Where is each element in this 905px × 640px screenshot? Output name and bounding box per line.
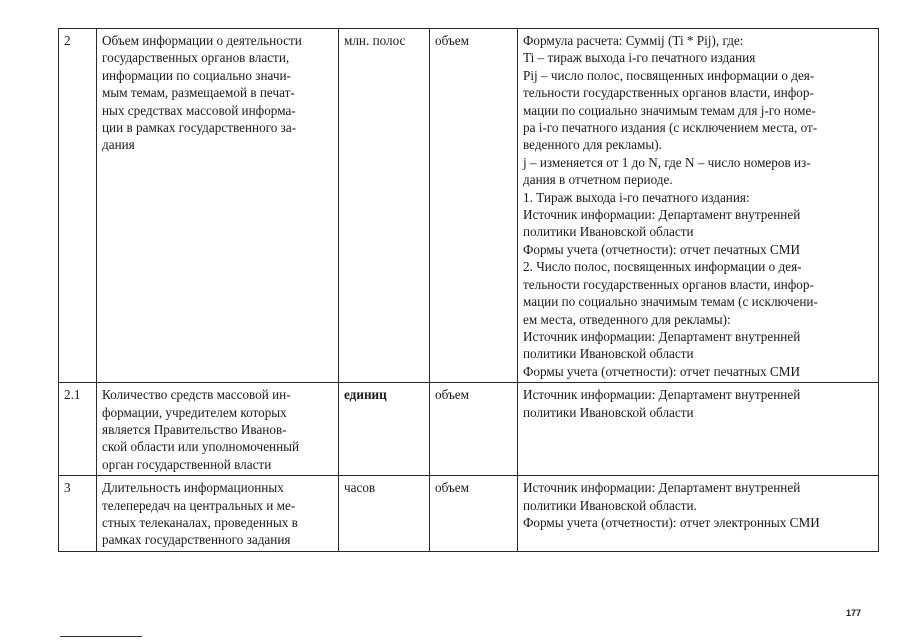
description-line: 1. Тираж выхода i-го печатного издания:: [523, 189, 750, 205]
row-number: 2.1: [64, 387, 81, 403]
footnote-divider: [60, 636, 142, 637]
unit-value: часов: [344, 480, 376, 496]
description-line: Источник информации: Департамент внутренней: [523, 387, 801, 403]
description-line: Формы учета (отчетности): отчет печатных СМИ: [523, 241, 800, 257]
type-value: объем: [435, 387, 469, 403]
description-line: политики Ивановской области: [523, 404, 694, 420]
description-line: мации по социально значимым темам (с исключени-: [523, 294, 818, 310]
description-line: Источник информации: Департамент внутренней: [523, 480, 801, 496]
table-row: [59, 29, 879, 383]
description-line: Формы учета (отчетности): отчет электронных СМИ: [523, 514, 820, 530]
indicator-name-cell: [97, 383, 339, 476]
row-number-cell: [59, 383, 97, 476]
unit-cell: [339, 29, 430, 383]
description-line: Формула расчета: Суммij (Ti * Pij), где:: [523, 33, 744, 48]
description-line: дания в отчетном периоде.: [523, 172, 673, 188]
indicator-name-line: Объем информации о деятельности: [102, 33, 302, 48]
description-line: Формы учета (отчетности): отчет печатных СМИ: [523, 363, 800, 379]
description-line: веденного для рекламы).: [523, 137, 662, 153]
row-number: 2: [64, 33, 71, 48]
indicator-name-line: рамках государственного задания: [102, 532, 291, 548]
description-cell: [518, 29, 879, 383]
description-line: Pij – число полос, посвященных информации о дея-: [523, 67, 815, 83]
indicator-table: [58, 28, 879, 552]
indicator-name-line: является Правительство Иванов-: [102, 421, 287, 437]
description-line: политики Ивановской области.: [523, 497, 697, 513]
description-line: ра i-го печатного издания (с исключением места, от-: [523, 120, 818, 136]
description-line: Источник информации: Департамент внутренней: [523, 207, 801, 223]
description-line: тельности государственных органов власти, инфор-: [523, 85, 814, 101]
description-line: политики Ивановской области: [523, 224, 694, 240]
unit-value: единиц: [344, 387, 387, 403]
indicator-name-line: телепередач на центральных и ме-: [102, 497, 296, 513]
row-number-cell: [59, 29, 97, 383]
indicator-name-cell: [97, 29, 339, 383]
indicator-name-line: ской области или уполномоченный: [102, 439, 300, 455]
description-line: мации по социально значимым темам для j-го номе-: [523, 102, 816, 118]
type-cell: [430, 476, 518, 552]
indicator-name-line: информации по социально значи-: [102, 67, 291, 83]
indicator-name-cell: [97, 476, 339, 552]
indicator-name-line: мым темам, размещаемой в печат-: [102, 85, 295, 101]
description-line: j – изменяется от 1 до N, где N – число номеров из-: [523, 154, 811, 170]
description-line: ем места, отведенного для рекламы):: [523, 311, 731, 327]
description-line: Источник информации: Департамент внутренней: [523, 328, 801, 344]
type-value: объем: [435, 33, 469, 48]
description-line: 2. Число полос, посвященных информации о дея-: [523, 259, 802, 275]
description-line: Ti – тираж выхода i-го печатного издания: [523, 50, 756, 66]
type-value: объем: [435, 480, 469, 496]
row-number-cell: [59, 476, 97, 552]
indicator-name-line: Длительность информационных: [102, 480, 284, 496]
unit-value: млн. полос: [344, 33, 406, 48]
page-number: 177: [846, 608, 862, 618]
description-cell: [518, 476, 879, 552]
indicator-name-line: ции в рамках государственного за-: [102, 120, 297, 136]
row-number: 3: [64, 480, 71, 496]
indicator-name-line: дания: [102, 137, 135, 153]
unit-cell: [339, 383, 430, 476]
indicator-name-line: формации, учредителем которых: [102, 404, 287, 420]
indicator-name-line: государственных органов власти,: [102, 50, 290, 66]
indicator-name-line: стных телеканалах, проведенных в: [102, 514, 298, 530]
description-line: тельности государственных органов власти, инфор-: [523, 276, 814, 292]
description-line: политики Ивановской области: [523, 346, 694, 362]
table-row: [59, 383, 879, 476]
type-cell: [430, 29, 518, 383]
description-cell: [518, 383, 879, 476]
unit-cell: [339, 476, 430, 552]
type-cell: [430, 383, 518, 476]
indicator-name-line: Количество средств массовой ин-: [102, 387, 291, 403]
indicator-name-line: ных средствах массовой информа-: [102, 102, 296, 118]
indicator-name-line: орган государственной власти: [102, 456, 272, 472]
table-row: [59, 476, 879, 552]
